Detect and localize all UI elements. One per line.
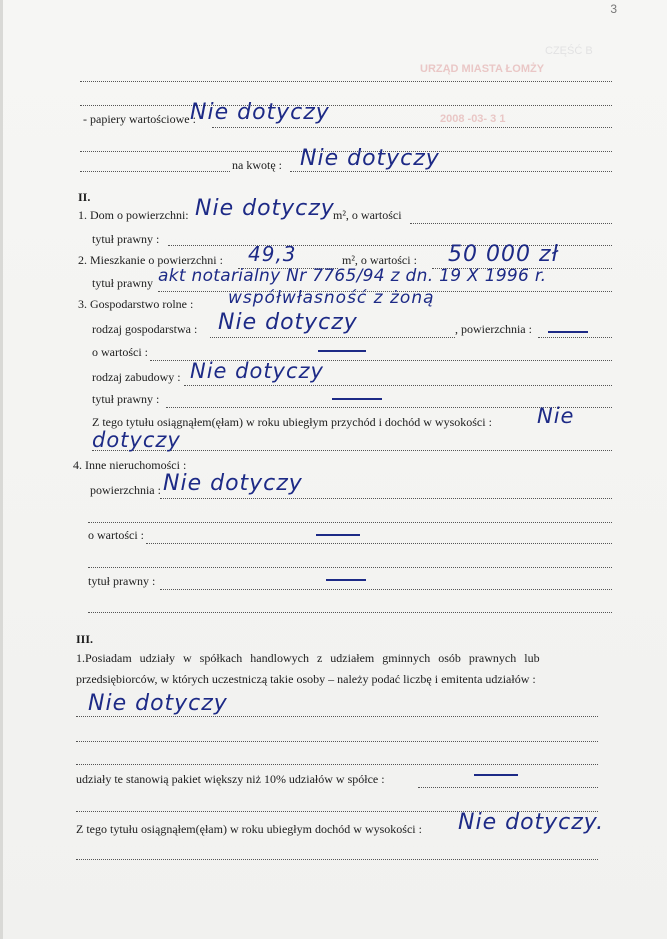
udzialy-handwriting: Nie dotyczy: [88, 691, 228, 716]
rodzaj-gospodarstwa-label: rodzaj gospodarstwa :: [92, 322, 198, 336]
mieszkanie-tytul-handwriting: akt notarialny Nr 7765/94 z dn. 19 X 1996 r.: [158, 266, 547, 286]
dom-handwriting: Nie dotyczy: [195, 196, 335, 221]
mieszkanie-tytul-label: tytuł prawny: [92, 276, 153, 290]
udzialy-line-1: 1.Posiadam udziały w spółkach handlowych z udziałem gminnych osób prawnych lub: [76, 651, 540, 665]
dotted-line: [76, 858, 598, 860]
dochod-handwriting: Nie dotyczy.: [458, 810, 605, 835]
dotted-line: [184, 384, 612, 386]
dotted-line: [80, 170, 230, 172]
gosp-wartosci-label: o wartości :: [92, 345, 148, 359]
bleed-date: 2008 -03- 3 1: [440, 113, 506, 125]
dotted-line: [80, 80, 612, 82]
dotted-line: [80, 104, 612, 106]
na-kwote-handwriting: Nie dotyczy: [300, 146, 440, 171]
not-applicable-dash: [474, 773, 518, 776]
section-ii-heading: II.: [78, 190, 91, 204]
inne-powierzchnia-label: powierzchnia :: [90, 483, 161, 497]
mieszkanie-tytul-handwriting-2: współwłasność z żoną: [228, 288, 435, 308]
dotted-line: [76, 740, 598, 742]
dom-tytul-label: tytuł prawny :: [92, 232, 160, 246]
inne-label: 4. Inne nieruchomości :: [73, 458, 187, 472]
rodzaj-zabudowy-handwriting: Nie dotyczy: [190, 359, 324, 383]
not-applicable-dash: [332, 397, 382, 400]
inne-tytul-label: tytuł prawny :: [88, 574, 156, 588]
dom-label: 1. Dom o powierzchni:: [78, 208, 189, 222]
mieszkanie-area-handwriting: 49,3: [248, 242, 297, 266]
papiery-label: - papiery wartościowe :: [83, 112, 196, 126]
dotted-line: [160, 588, 612, 590]
dom-unit-label: m², o wartości: [333, 208, 402, 222]
rodzaj-zabudowy-label: rodzaj zabudowy :: [92, 370, 181, 384]
mieszkanie-unit-label: m², o wartości :: [342, 253, 417, 267]
papiery-handwriting: Nie dotyczy: [190, 100, 330, 125]
section-iii-heading: III.: [76, 632, 94, 646]
dotted-line: [76, 763, 598, 765]
dotted-line: [210, 336, 455, 338]
not-applicable-dash: [548, 330, 588, 333]
przychod-handwriting-1: Nie: [537, 404, 575, 428]
mieszkanie-value-handwriting: 50 000 zł: [448, 242, 559, 267]
dotted-line: [212, 126, 612, 128]
udzialy-line-2: przedsiębiorców, w których uczestniczą takie osoby – należy podać liczbę i emitenta udziałów :: [76, 672, 536, 686]
gospodarstwo-label: 3. Gospodarstwo rolne :: [78, 297, 194, 311]
dotted-line: [88, 521, 612, 523]
not-applicable-dash: [316, 533, 360, 536]
inne-wartosci-label: o wartości :: [88, 528, 144, 542]
dotted-line: [88, 566, 612, 568]
not-applicable-dash: [318, 349, 366, 352]
bleed-stamp: URZĄD MIASTA ŁOMŻY: [420, 63, 545, 75]
przychod-handwriting-2: dotyczy: [92, 428, 181, 452]
pakiet-label: udziały te stanowią pakiet większy niż 10% udziałów w spółce :: [76, 772, 385, 786]
dotted-line: [418, 786, 598, 788]
na-kwote-label: na kwotę :: [232, 158, 282, 172]
dotted-line: [146, 542, 612, 544]
przychod-label: Z tego tytułu osiągnąłem(ęłam) w roku ubiegłym przychód i dochód w wysokości :: [92, 415, 492, 429]
gosp-tytul-label: tytuł prawny :: [92, 392, 160, 406]
rodzaj-gospodarstwa-handwriting: Nie dotyczy: [218, 310, 358, 335]
dotted-line: [88, 611, 612, 613]
corner-mark: 3: [610, 2, 617, 16]
dochod-label: Z tego tytułu osiągnąłem(ęłam) w roku ubiegłym dochód w wysokości :: [76, 822, 422, 836]
dotted-line: [160, 497, 612, 499]
not-applicable-dash: [326, 578, 366, 581]
dotted-line: [410, 222, 612, 224]
bleed-czesc: CZĘŚĆ B: [545, 45, 593, 57]
dotted-line: [538, 336, 612, 338]
powierzchnia-label: , powierzchnia :: [455, 322, 532, 336]
inne-powierzchnia-handwriting: Nie dotyczy: [163, 471, 303, 496]
mieszkanie-label: 2. Mieszkanie o powierzchni :: [78, 253, 223, 267]
